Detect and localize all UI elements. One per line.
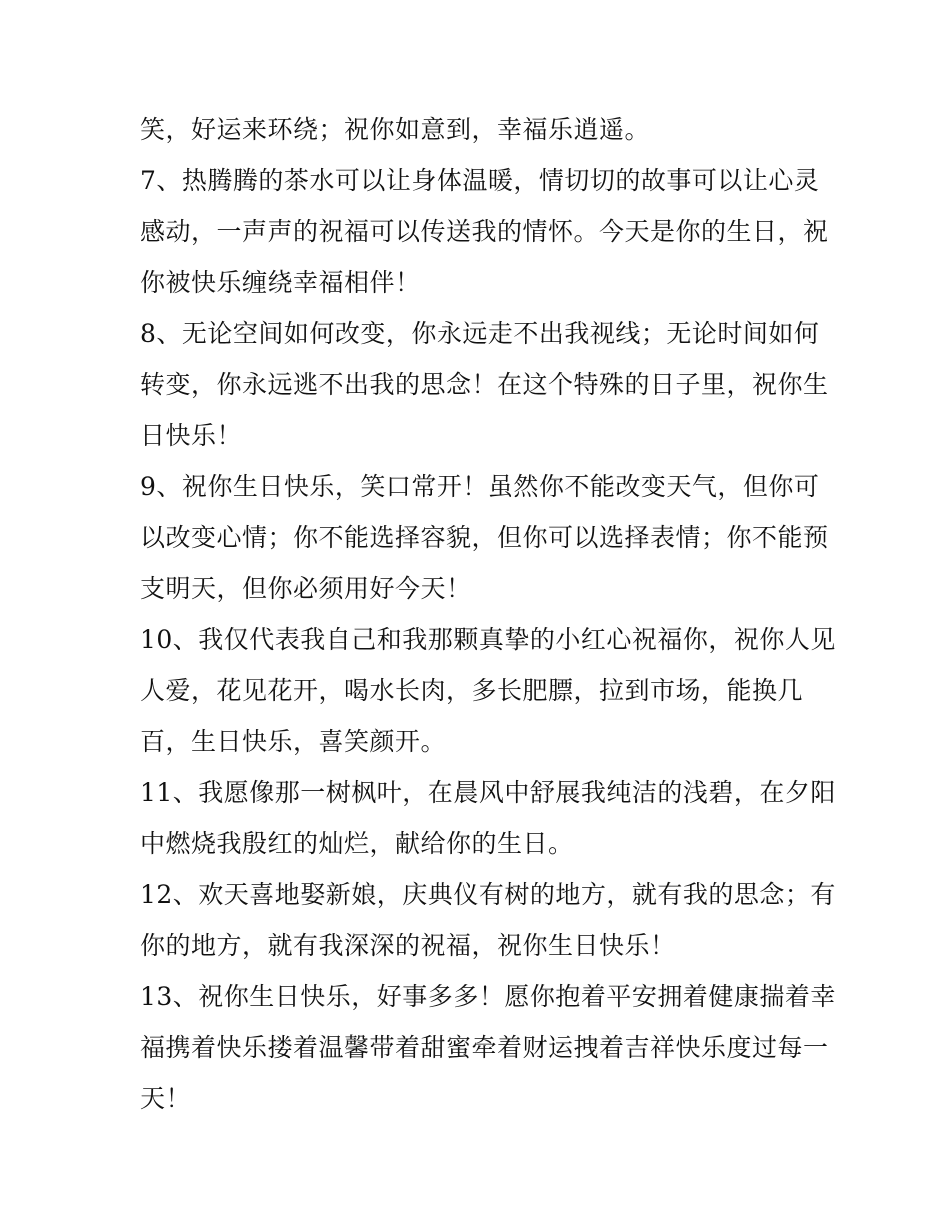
document-body bbox=[140, 104, 836, 1124]
text-line: 13、祝你生日快乐，好事多多！愿你抱着平安拥着健康揣着幸 bbox=[140, 982, 836, 1011]
text-line: 11、我愿像那一树枫叶，在晨风中舒展我纯洁的浅碧，在夕阳 bbox=[140, 778, 836, 807]
text-line: 日快乐！ bbox=[140, 421, 243, 450]
text-line: 12、欢天喜地娶新娘，庆典仪有树的地方，就有我的思念；有 bbox=[140, 880, 836, 909]
text-line: 福携着快乐搂着温馨带着甜蜜牵着财运拽着吉祥快乐度过每一 bbox=[140, 1033, 829, 1062]
text-line: 你被快乐缠绕幸福相伴！ bbox=[140, 268, 421, 297]
text-line: 笑，好运来环绕；祝你如意到，幸福乐逍遥。 bbox=[140, 115, 651, 144]
text-line: 支明天，但你必须用好今天！ bbox=[140, 574, 472, 603]
text-line: 9、祝你生日快乐，笑口常开！虽然你不能改变天气，但你可 bbox=[140, 472, 820, 501]
text-line: 8、无论空间如何改变，你永远走不出我视线；无论时间如何 bbox=[140, 319, 820, 348]
text-line: 百，生日快乐，喜笑颜开。 bbox=[140, 727, 447, 756]
text-line: 你的地方，就有我深深的祝福，祝你生日快乐！ bbox=[140, 931, 676, 960]
text-line: 转变，你永远逃不出我的思念！在这个特殊的日子里，祝你生 bbox=[140, 370, 829, 399]
text-line: 天！ bbox=[140, 1084, 192, 1113]
text-line: 感动，一声声的祝福可以传送我的情怀。今天是你的生日，祝 bbox=[140, 217, 829, 246]
text-line: 人爱，花见花开，喝水长肉，多长肥膘，拉到市场，能换几 bbox=[140, 676, 804, 705]
text-line: 7、热腾腾的茶水可以让身体温暖，情切切的故事可以让心灵 bbox=[140, 166, 820, 195]
text-line: 以改变心情；你不能选择容貌，但你可以选择表情；你不能预 bbox=[140, 523, 829, 552]
text-line: 中燃烧我殷红的灿烂，献给你的生日。 bbox=[140, 829, 574, 858]
text-line: 10、我仅代表我自己和我那颗真挚的小红心祝福你，祝你人见 bbox=[140, 625, 836, 654]
